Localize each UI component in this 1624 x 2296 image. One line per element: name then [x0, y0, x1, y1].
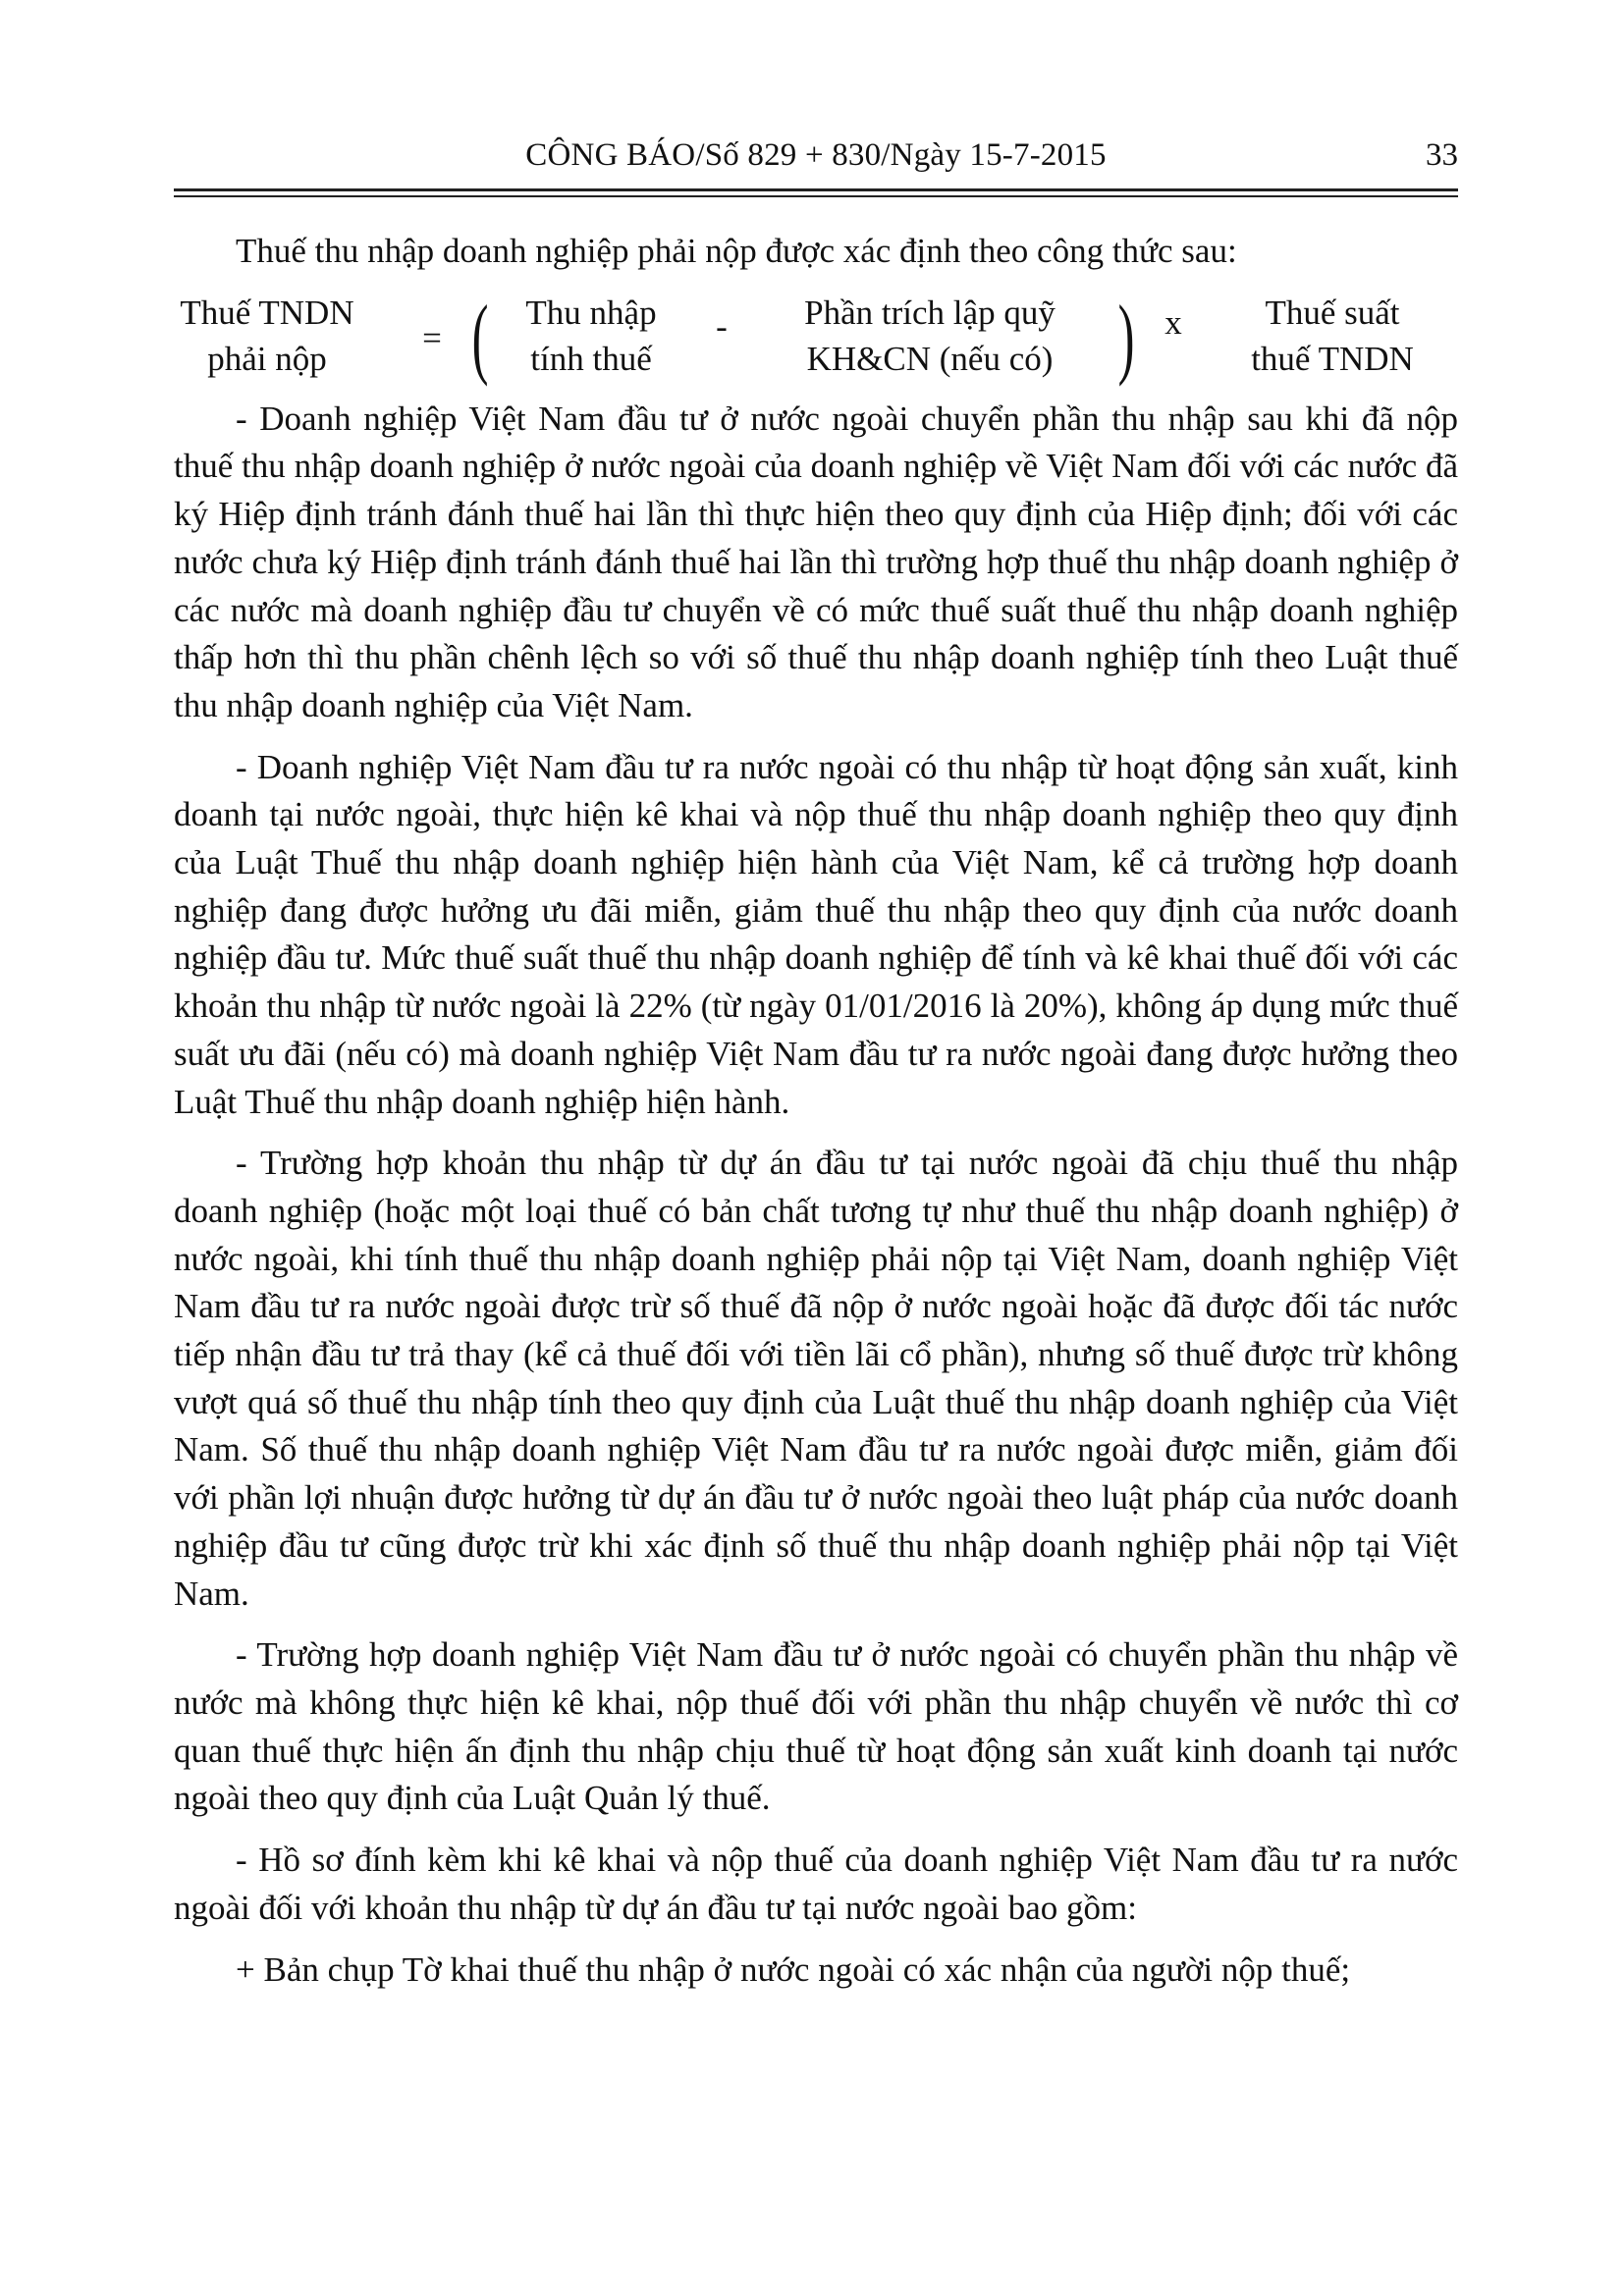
formula-equals: =: [422, 318, 442, 357]
formula-minus: -: [716, 306, 728, 346]
paragraph-profit-repatriation: - Doanh nghiệp Việt Nam đầu tư ở nước ngoài chuyển phần thu nhập sau khi đã nộp thuế thu nhập doanh nghiệp ở nước ngoài của doanh nghiệp về Việt Nam đối với các nước đã ký Hiệp định tránh đánh thuế hai lần thì thực hiện theo quy định của Hiệp định; đối với các nước chưa ký Hiệp định tránh đánh thuế hai lần thì trường hợp thuế thu nhập doanh nghiệp ở các nước mà doanh nghiệp đầu tư chuyển về có mức thuế suất thuế thu nhập doanh nghiệp thấp hơn thì thu phần chênh lệch so với số thuế thu nhập doanh nghiệp tính theo Luật thuế thu nhập doanh nghiệp của Việt Nam.: [174, 399, 1458, 724]
formula-left-paren: (: [471, 286, 489, 387]
header-divider-thin: [174, 195, 1458, 197]
paragraph-attached-dossier: - Hồ sơ đính kèm khi kê khai và nộp thuế của doanh nghiệp Việt Nam đầu tư ra nước ngoài đối với khoản thu nhập từ dự án đầu tư tại nước ngoài bao gồm:: [174, 1841, 1458, 1927]
page-number: 33: [1426, 137, 1458, 173]
formula-times: x: [1164, 302, 1182, 342]
list-item-tax-return-copy: + Bản chụp Tờ khai thuế thu nhập ở nước ngoài có xác nhận của người nộp thuế;: [236, 1949, 1351, 1989]
formula-term-c-line1: Thuế suất: [1265, 293, 1400, 332]
document-body: [174, 228, 1458, 2007]
formula-term-c-line2: thuế TNDN: [1251, 339, 1414, 378]
formula-term-b-line2: KH&CN (nếu có): [806, 339, 1054, 378]
formula-term-b-line1: Phần trích lập quỹ: [804, 293, 1056, 332]
tax-formula: [174, 286, 1458, 388]
formula-right-paren: ): [1117, 286, 1135, 387]
intro-paragraph: Thuế thu nhập doanh nghiệp phải nộp được xác định theo công thức sau:: [236, 232, 1237, 270]
formula-term-a-line1: Thu nhập: [525, 293, 657, 332]
paragraph-declaration-tax-rate: - Doanh nghiệp Việt Nam đầu tư ra nước ngoài có thu nhập từ hoạt động sản xuất, kinh doanh tại nước ngoài, thực hiện kê khai và nộp thuế thu nhập doanh nghiệp theo quy định của Luật Thuế thu nhập doanh nghiệp hiện hành của Việt Nam, kể cả trường hợp doanh nghiệp đang được hưởng ưu đãi miễn, giảm thuế thu nhập theo quy định của nước doanh nghiệp đầu tư. Mức thuế suất thuế thu nhập doanh nghiệp để tính và kê khai thuế đối với các khoản thu nhập từ nước ngoài là 22% (từ ngày 01/01/2016 là 20%), không áp dụng mức thuế suất ưu đãi (nếu có) mà doanh nghiệp Việt Nam đầu tư ra nước ngoài đang được hưởng theo Luật Thuế thu nhập doanh nghiệp hiện hành.: [174, 747, 1458, 1121]
header-divider-thick: [174, 188, 1458, 191]
formula-tax-rate: [1205, 290, 1460, 382]
formula-science-fund: [763, 290, 1097, 382]
formula-lhs-line2: phải nộp: [207, 339, 327, 378]
formula-lhs-line1: Thuế TNDN: [180, 293, 354, 332]
gazette-header-title: CÔNG BÁO/Số 829 + 830/Ngày 15-7-2015: [525, 137, 1107, 173]
paragraph-foreign-tax-credit: - Trường hợp khoản thu nhập từ dự án đầu tư tại nước ngoài đã chịu thuế thu nhập doanh nghiệp (hoặc một loại thuế có bản chất tương tự như thuế thu nhập doanh nghiệp) ở nước ngoài, khi tính thuế thu nhập doanh nghiệp phải nộp tại Việt Nam, doanh nghiệp Việt Nam đầu tư ra nước ngoài được trừ số thuế đã nộp ở nước ngoài hoặc đã được đối tác nước tiếp nhận đầu tư trả thay (kể cả thuế đối với tiền lãi cổ phần), nhưng số thuế được trừ không vượt quá số thuế thu nhập tính theo quy định của Luật thuế thu nhập doanh nghiệp của Việt Nam. Số thuế thu nhập doanh nghiệp Việt Nam đầu tư ra nước ngoài được miễn, giảm đối với phần lợi nhuận được hưởng từ dự án đầu tư ở nước ngoài theo luật pháp của nước doanh nghiệp đầu tư cũng được trừ khi xác định số thuế thu nhập doanh nghiệp phải nộp tại Việt Nam.: [174, 1144, 1458, 1613]
paragraph-tax-assessment: - Trường hợp doanh nghiệp Việt Nam đầu tư ở nước ngoài có chuyển phần thu nhập về nước mà không thực hiện kê khai, nộp thuế đối với phần thu nhập chuyển về nước thì cơ quan thuế thực hiện ấn định thu nhập chịu thuế từ hoạt động sản xuất kinh doanh tại nước ngoài theo quy định của Luật Quản lý thuế.: [174, 1635, 1458, 1818]
page-header: [174, 137, 1458, 181]
formula-term-a-line2: tính thuế: [530, 339, 652, 378]
formula-lhs: [174, 290, 360, 382]
formula-taxable-income: [513, 290, 670, 382]
